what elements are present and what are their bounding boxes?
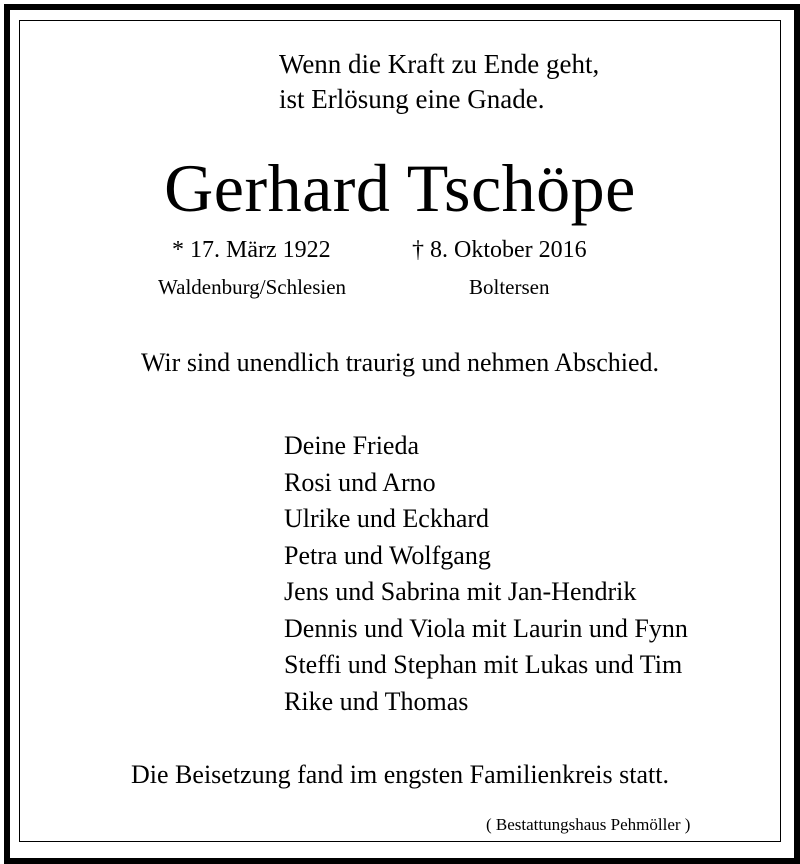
mourners-list: [284, 428, 688, 720]
mourner-item: Rosi und Arno: [284, 467, 436, 497]
deceased-name: Gerhard Tschöpe: [164, 150, 636, 226]
mourner-item: Ulrike und Eckhard: [284, 504, 490, 533]
birth-date: * 17. März 1922: [172, 237, 331, 263]
mourner-item: Petra und Wolfgang: [284, 540, 491, 570]
mourner-item: Rike und Thomas: [284, 686, 469, 716]
motto: [279, 47, 599, 117]
undertaker-credit: ( Bestattungshaus Pehmöller ): [486, 815, 691, 834]
motto-line-2: ist Erlösung eine Gnade.: [279, 84, 545, 114]
farewell-statement: Wir sind unendlich traurig und nehmen Abschied.: [140, 348, 660, 377]
mourner-item: Jens und Sabrina mit Jan-Hendrik: [284, 577, 637, 606]
mourner-item: Steffi und Stephan mit Lukas und Tim: [284, 650, 683, 679]
mourner-item: Deine Frieda: [284, 431, 420, 460]
mourner-item: Dennis und Viola mit Laurin und Fynn: [284, 613, 688, 643]
birth-place: Waldenburg/Schlesien: [158, 275, 347, 299]
death-place: Boltersen: [469, 275, 550, 299]
motto-line-1: Wenn die Kraft zu Ende geht,: [279, 49, 600, 79]
death-date: † 8. Oktober 2016: [412, 237, 587, 263]
funeral-note: Die Beisetzung fand im engsten Familienkreis statt.: [131, 760, 669, 789]
